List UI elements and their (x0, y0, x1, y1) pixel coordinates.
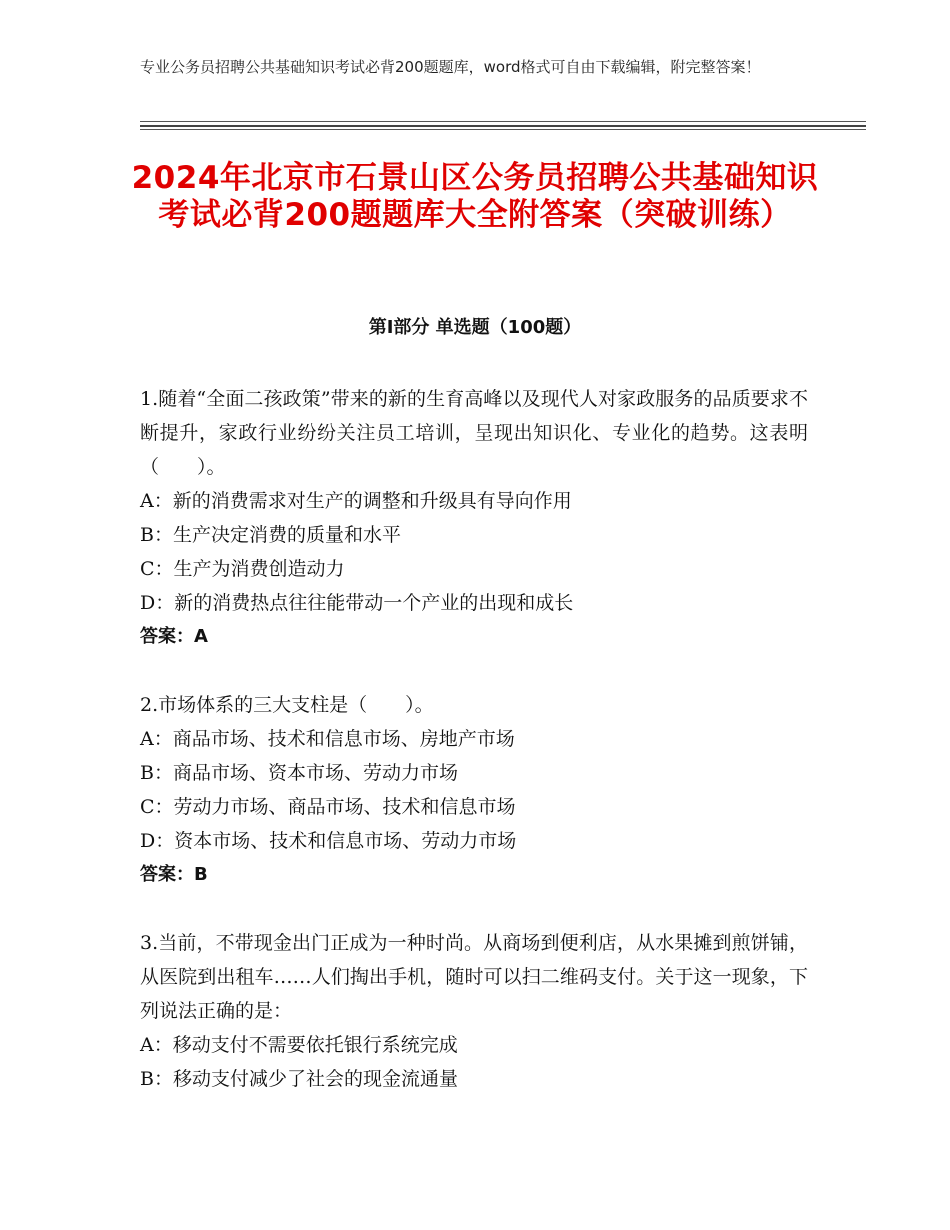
header-note: 专业公务员招聘公共基础知识考试必背200题题库，word格式可自由下载编辑，附完整答案！ (140, 58, 761, 76)
question-stem: 2.市场体系的三大支柱是（ ）。 (140, 694, 434, 716)
answer-line: 答案：A (140, 626, 208, 647)
document-title: 2024年北京市石景山区公务员招聘公共基础知识考试必背200题题库大全附答案（突破训练） (131, 160, 819, 233)
option-d: D：资本市场、技术和信息市场、劳动力市场 (140, 830, 517, 852)
header-divider-top (140, 121, 866, 122)
option-b: B：商品市场、资本市场、劳动力市场 (140, 762, 458, 784)
option-b: B：移动支付减少了社会的现金流通量 (140, 1068, 458, 1090)
question-spacer (140, 654, 808, 688)
question-1 (140, 382, 808, 654)
question-stem: 1.随着“全面二孩政策”带来的新的生育高峰以及现代人对家政服务的品质要求不断提升，家政行业纷纷关注员工培训，呈现出知识化、专业化的趋势。这表明（ ）。 (140, 388, 808, 478)
question-spacer (140, 892, 808, 926)
option-b: B：生产决定消费的质量和水平 (140, 524, 401, 546)
question-3 (140, 926, 808, 1096)
option-c: C：劳动力市场、商品市场、技术和信息市场 (140, 796, 516, 818)
option-a: A：移动支付不需要依托银行系统完成 (140, 1034, 458, 1056)
header-divider-middle (140, 125, 866, 127)
header-divider-bottom (140, 129, 866, 130)
question-2 (140, 688, 808, 892)
answer-line: 答案：B (140, 864, 208, 885)
option-a: A：新的消费需求对生产的调整和升级具有导向作用 (140, 490, 572, 512)
question-stem: 3.当前，不带现金出门正成为一种时尚。从商场到便利店，从水果摊到煎饼铺，从医院到出租车……人们掏出手机，随时可以扫二维码支付。关于这一现象，下列说法正确的是： (140, 932, 808, 1022)
option-c: C：生产为消费创造动力 (140, 558, 345, 580)
option-d: D：新的消费热点往往能带动一个产业的出现和成长 (140, 592, 574, 614)
question-list (140, 382, 808, 1096)
option-a: A：商品市场、技术和信息市场、房地产市场 (140, 728, 515, 750)
section-heading: 第Ⅰ部分 单选题（100题） (368, 317, 582, 338)
